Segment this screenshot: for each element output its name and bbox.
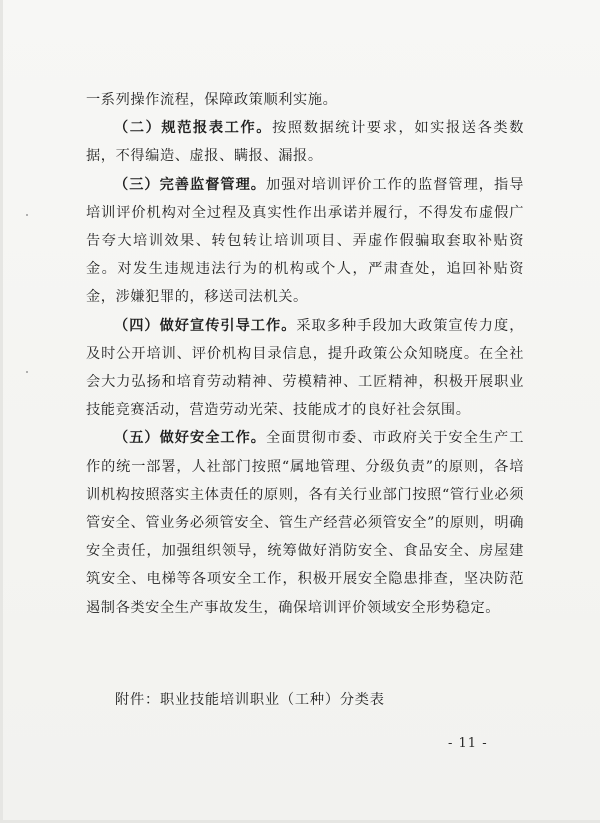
section-heading: （五）做好安全工作。 bbox=[114, 430, 266, 447]
paragraph-safety bbox=[86, 424, 524, 621]
paragraph-text: 加强对培训评价工作的监督管理，指导培训评价机构对全过程及真实性作出承诺并履行，不得发布虚假广告夸大培训效果、转包转让培训项目、弄虚作假骗取套取补贴资金。对发生违规违法行为的机构或个人，严肃查处，追回补贴资金，涉嫌犯罪的，移送司法机关。 bbox=[86, 176, 524, 306]
scan-edge-left bbox=[0, 0, 3, 823]
section-heading: （三）完善监督管理。 bbox=[114, 176, 266, 193]
paragraph-continuation bbox=[86, 86, 524, 114]
attachment-line: 附件：职业技能培训职业（工种）分类表 bbox=[115, 692, 385, 708]
paragraph-text: 采取多种手段加大政策宣传力度，及时公开培训、评价机构目录信息，提升政策公众知晓度。在全社会大力弘扬和培育劳动精神、劳模精神、工匠精神，积极开展职业技能竞赛活动，营造劳动光荣、技能成才的良好社会氛围。 bbox=[86, 317, 524, 419]
paragraph-publicity bbox=[86, 312, 524, 425]
document-body bbox=[86, 86, 524, 622]
paragraph-supervision bbox=[86, 171, 524, 312]
paragraph-text: 按照数据统计要求，如实报送各类数据，不得编造、虚报、瞒报、漏报。 bbox=[86, 120, 524, 165]
paragraph-standardize-reports bbox=[86, 114, 524, 170]
section-heading: （二）规范报表工作。 bbox=[114, 120, 273, 137]
paragraph-text: 一系列操作流程，保障政策顺利实施。 bbox=[86, 92, 338, 108]
section-heading: （四）做好宣传引导工作。 bbox=[114, 317, 297, 334]
page-number: - 11 - bbox=[448, 736, 488, 751]
paragraph-text: 全面贯彻市委、市政府关于安全生产工作的统一部署，人社部门按照“属地管理、分级负责”的原则，各培训机构按照落实主体责任的原则，各有关行业部门按照“管行业必须管安全、管业务必须管安全、管生产经营必须管安全”的原则，明确安全责任，加强组织领导，统筹做好消防安全、食品安全、房屋建筑安全、电梯等各项安全工作，积极开展安全隐患排查，坚决防范遏制各类安全生产事故发生，确保培训评价领域安全形势稳定。 bbox=[86, 430, 524, 616]
scan-speck bbox=[26, 214, 28, 216]
scan-speck bbox=[26, 371, 28, 373]
